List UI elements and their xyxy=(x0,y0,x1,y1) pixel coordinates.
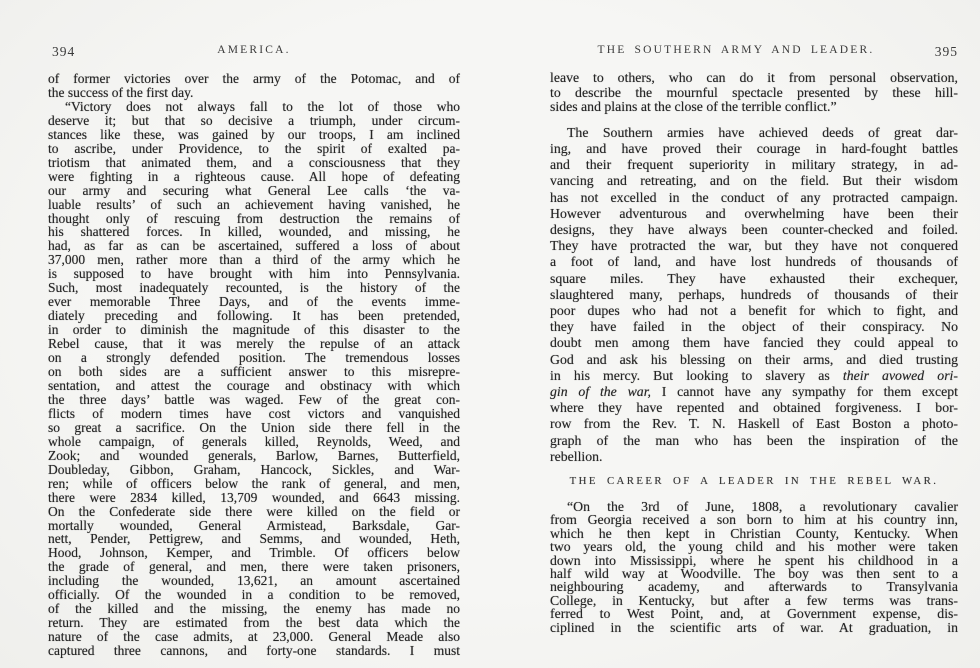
text-segment: nett, Pender, Pettigrew, and Semms, and wounded, Heth, xyxy=(48,531,460,547)
text-segment: thought only of rescuing from destruction the remains of xyxy=(48,210,460,226)
text-line xyxy=(550,594,958,607)
text-segment: diately preceding and following. It has been pretended, xyxy=(48,308,460,324)
text-line xyxy=(550,222,958,238)
text-segment: from Georgia received a son born to him at his country inn, xyxy=(550,512,958,528)
text-segment: “On the 3rd of June, 1808, a revolutionary cavalier xyxy=(567,499,958,515)
text-line xyxy=(48,351,460,365)
text-line xyxy=(550,500,958,513)
text-line xyxy=(48,156,460,170)
text-line xyxy=(48,253,460,267)
text-segment: flicts of modern times have cost victors and vanquished xyxy=(48,405,460,421)
text-segment: nature of the case admits, at 23,000. General Meade also xyxy=(48,629,460,645)
left-running-title: AMERICA. xyxy=(217,44,291,56)
text-segment: slaughtered many, perhaps, hundreds of thousands of their xyxy=(550,286,958,302)
text-segment: of the killed and the missing, the enemy has made no xyxy=(48,601,460,617)
text-line xyxy=(550,513,958,526)
paragraph xyxy=(48,72,460,100)
text-segment: I cannot have any sympathy for them except xyxy=(650,384,958,400)
text-line xyxy=(550,527,958,540)
text-segment: where they have repented and obtained forgiveness. I bor- xyxy=(550,400,958,416)
text-segment: leave to others, who can do it from personal observation, xyxy=(550,70,958,85)
text-line xyxy=(48,532,460,546)
right-page xyxy=(550,44,958,634)
text-segment: 37,000 men, rather more than a third of the army which he xyxy=(48,252,460,268)
text-segment: square miles. They have exhausted their exchequer, xyxy=(550,270,958,286)
text-line xyxy=(48,546,460,560)
text-line xyxy=(550,86,958,101)
section-heading: THE CAREER OF A LEADER IN THE REBEL WAR. xyxy=(569,475,939,488)
text-line xyxy=(550,100,958,115)
text-line xyxy=(48,267,460,281)
text-segment: whole campaign, of generals killed, Reynolds, Weed, and xyxy=(48,433,460,449)
right-page-number: 395 xyxy=(934,44,958,59)
text-line xyxy=(48,337,460,351)
text-line xyxy=(550,254,958,270)
text-line xyxy=(550,157,958,173)
text-line xyxy=(48,86,460,100)
text-segment: half wild way at Woodville. The boy was then sent to a xyxy=(550,566,958,582)
text-segment: rebellion. xyxy=(550,448,603,464)
text-segment: Doubleday, Gibbon, Graham, Hancock, Sickles, and War- xyxy=(48,461,460,477)
text-segment: the grade of general, and men, there were taken prisoners, xyxy=(48,559,460,575)
text-segment: ferred to West Point, and, at Government expense, dis- xyxy=(550,606,958,622)
text-segment: Zook; and wounded generals, Barlow, Barnes, Butterfield, xyxy=(48,447,460,463)
text-line xyxy=(48,72,460,86)
text-segment: to describe the mournful spectacle presented by these hill- xyxy=(550,84,958,100)
text-line xyxy=(48,239,460,253)
text-segment: including the wounded, 13,621, an amount ascertained xyxy=(48,573,460,589)
text-segment: his shattered forces. In killed, wounded, and missing, he xyxy=(48,224,460,240)
text-segment: two years old, the young child and his mother were taken xyxy=(550,539,958,555)
text-segment: row from the Rev. T. N. Haskell of East Boston a photo- xyxy=(550,416,958,432)
text-line xyxy=(550,607,958,620)
text-segment: officially. Of the wounded in a condition to be removed, xyxy=(48,587,460,603)
text-line xyxy=(550,433,958,449)
text-line xyxy=(48,295,460,309)
text-segment: stances like these, was gained by our troops, I am inclined xyxy=(48,126,460,142)
text-line xyxy=(48,407,460,421)
text-segment: luable results’ of such an achievement having vanished, he xyxy=(48,196,460,212)
right-running-header xyxy=(550,44,958,60)
text-line xyxy=(550,271,958,287)
text-segment: in order to diminish the magnitude of this disaster to the xyxy=(48,322,460,338)
text-line xyxy=(550,319,958,335)
text-segment: vancing and retreating, and on the field. But their wisdom xyxy=(550,173,958,189)
text-segment: poor dupes who had not a benefit for which to fight, and xyxy=(550,303,958,319)
text-line xyxy=(48,393,460,407)
text-segment: graph of the man who has been the inspiration of the xyxy=(550,432,958,448)
text-line xyxy=(550,173,958,189)
text-segment: down into Mississippi, where he spent his childhood in a xyxy=(550,552,958,568)
text-line xyxy=(550,540,958,553)
text-segment: God and ask his blessing on their arms, and died trusting xyxy=(550,351,958,367)
text-line xyxy=(48,128,460,142)
text-segment: neighbouring academy, and afterwards to Transylvania xyxy=(550,579,958,595)
text-line xyxy=(550,71,958,86)
text-segment: sides and plains at the close of the terrible conflict.” xyxy=(550,99,837,115)
text-segment: triotism that animated them, and a consciousness that they xyxy=(48,154,460,170)
paragraph xyxy=(550,71,958,115)
text-segment: deserve it; but that so decisive a triumph, under circum- xyxy=(48,112,460,128)
left-page-number: 394 xyxy=(52,44,76,59)
text-segment: which he then kept in Christian County, Kentucky. When xyxy=(550,525,958,541)
italic-text-segment: their avowed ori- xyxy=(842,367,958,383)
text-line xyxy=(550,125,958,141)
text-line xyxy=(48,114,460,128)
text-segment: of former victories over the army of the Potomac, and of xyxy=(48,71,460,86)
text-line xyxy=(48,323,460,337)
text-segment: had, as far as can be ascertained, suffered a loss of about xyxy=(48,238,460,254)
text-line xyxy=(48,184,460,198)
text-line xyxy=(550,416,958,432)
text-segment: Such, most inadequately recounted, is the history of the xyxy=(48,280,460,296)
text-line xyxy=(550,554,958,567)
text-line xyxy=(550,238,958,254)
text-segment: sentation, and attest the courage and obstinacy with which xyxy=(48,377,460,393)
paragraph xyxy=(48,100,460,658)
text-segment: return. They are estimated from the best data which the xyxy=(48,615,460,631)
text-line xyxy=(48,365,460,379)
text-segment: “Victory does not always fall to the lot of those who xyxy=(65,98,460,114)
text-segment: a foot of land, and have lost hundreds of thousands of xyxy=(550,254,958,270)
text-line xyxy=(48,142,460,156)
text-segment: so great a sacrifice. On the Union side there fell in the xyxy=(48,419,460,435)
text-segment: is supposed to have brought with him into Pennsylvania. xyxy=(48,266,460,282)
text-segment: The Southern armies have achieved deeds of great dar- xyxy=(567,124,958,140)
text-line xyxy=(550,141,958,157)
text-line xyxy=(48,100,460,114)
text-segment: On the Confederate side there were killed on the field or xyxy=(48,503,460,519)
text-segment: and their frequent superiority in military strategy, in ad- xyxy=(550,157,958,173)
text-line xyxy=(48,435,460,449)
text-line xyxy=(550,384,958,400)
text-line xyxy=(550,190,958,206)
text-segment: our army and securing what General Lee calls ‘the va- xyxy=(48,182,460,198)
text-line xyxy=(550,368,958,384)
text-segment: on both sides are a sufficient answer to this misrepre- xyxy=(48,364,460,380)
text-line xyxy=(48,588,460,602)
text-line xyxy=(48,198,460,212)
text-segment: ciplined in the scientific arts of war. At graduation, in xyxy=(550,619,958,635)
text-segment: on a strongly defended position. The tremendous losses xyxy=(48,350,460,366)
text-line xyxy=(48,491,460,505)
text-segment: has not excelled in the conduct of any protracted campaign. xyxy=(550,189,958,205)
text-line xyxy=(48,630,460,644)
text-segment: in his mercy. But looking to slavery as xyxy=(550,367,843,383)
text-line xyxy=(550,580,958,593)
text-line xyxy=(48,225,460,239)
text-line xyxy=(48,449,460,463)
text-line xyxy=(550,400,958,416)
text-line xyxy=(48,602,460,616)
text-segment: doubt men among them have fancied they could appeal to xyxy=(550,335,958,351)
italic-text-segment: gin of the war, xyxy=(550,384,651,400)
right-page-body xyxy=(550,71,958,634)
text-segment: the success of the first day. xyxy=(48,84,194,100)
text-line xyxy=(550,621,958,634)
text-line xyxy=(48,463,460,477)
text-line xyxy=(550,449,958,465)
text-segment: mortally wounded, General Armistead, Barksdale, Gar- xyxy=(48,517,460,533)
text-line xyxy=(550,206,958,222)
text-segment: the three days’ battle was waged. Few of the great con- xyxy=(48,391,460,407)
text-line xyxy=(48,477,460,491)
text-line xyxy=(48,505,460,519)
text-segment: They have protracted the war, but they have not conquered xyxy=(550,238,958,254)
left-running-header xyxy=(48,44,460,60)
text-line xyxy=(48,616,460,630)
text-line xyxy=(550,303,958,319)
text-line xyxy=(48,644,460,658)
text-segment: However adventurous and overwhelming have been their xyxy=(550,205,958,221)
text-segment: there were 2834 killed, 13,709 wounded, and 6643 missing. xyxy=(48,489,460,505)
text-segment: they have failed in the object of their conspiracy. No xyxy=(550,319,958,335)
text-line xyxy=(550,352,958,368)
text-line xyxy=(48,281,460,295)
text-line xyxy=(48,574,460,588)
paragraph xyxy=(550,500,958,634)
text-line xyxy=(48,170,460,184)
text-line xyxy=(550,335,958,351)
text-segment: Rebel cause, that it was merely the repulse of an attack xyxy=(48,336,460,352)
text-line xyxy=(48,421,460,435)
text-line xyxy=(48,519,460,533)
text-segment: were fighting in a righteous cause. All hope of defeating xyxy=(48,168,460,184)
text-line xyxy=(48,560,460,574)
paragraph xyxy=(550,125,958,465)
left-page-body xyxy=(48,72,460,658)
text-segment: ever memorable Three Days, and of the events imme- xyxy=(48,294,460,310)
text-segment: designs, they have always been counter-checked and foiled. xyxy=(550,222,958,237)
text-segment: ren; while of officers below the rank of general, and men, xyxy=(48,475,460,491)
text-segment: Hood, Johnson, Kemper, and Trimble. Of officers below xyxy=(48,545,460,561)
text-segment: College, in Kentucky, but after a few terms was trans- xyxy=(550,592,958,608)
text-line xyxy=(550,567,958,580)
left-page xyxy=(48,44,460,658)
text-line xyxy=(550,287,958,303)
text-line xyxy=(48,212,460,226)
text-segment: captured three cannons, and forty-one standards. I must xyxy=(48,643,460,659)
text-line xyxy=(48,309,460,323)
text-line xyxy=(48,379,460,393)
text-segment: ing, and have proved their courage in hard-fought battles xyxy=(550,140,958,156)
text-segment: to ascribe, under Providence, to the spirit of exalted pa- xyxy=(48,140,460,156)
right-running-title: THE SOUTHERN ARMY AND LEADER. xyxy=(597,44,875,56)
